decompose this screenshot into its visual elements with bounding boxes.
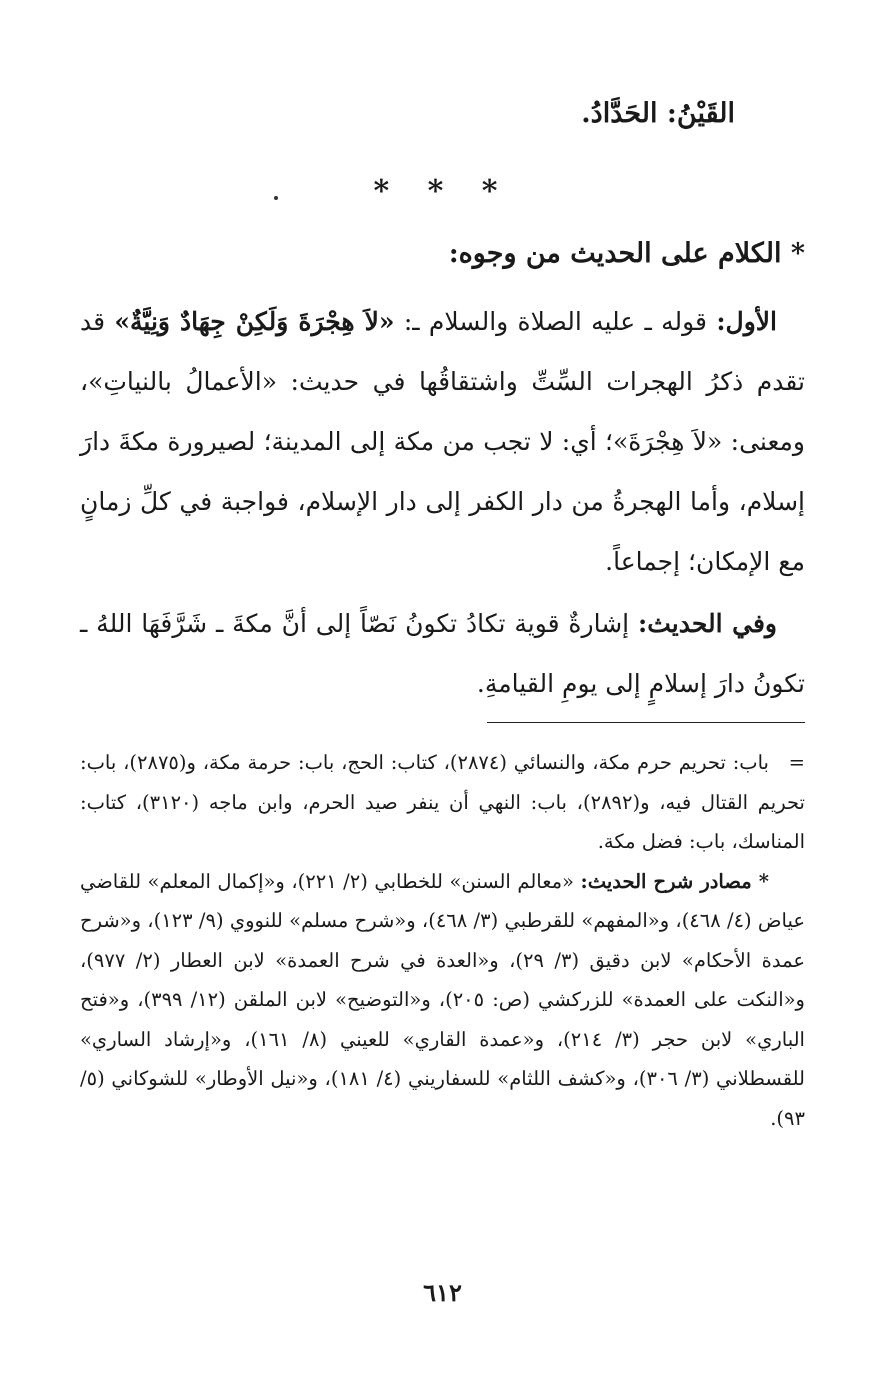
section-title: * الكلام على الحديث من وجوه: <box>448 238 805 269</box>
footnote-sources <box>80 862 805 1139</box>
page-number: ٦١٢ <box>423 1278 462 1307</box>
hadith-quote: «لاَ هِجْرَةَ وَلَكِنْ جِهَادٌ وَنِيَّةٌ» <box>114 307 395 336</box>
definition-line: القَيْنُ: الحَدَّادُ. <box>581 98 735 129</box>
paragraph-text: قد تقدم ذكرُ الهجرات السِّتِّ واشتقاقُها في حديث: «الأعمالُ بالنياتِ»، ومعنى: «لاَ هِجْرَةَ»؛ أي: لا تجب من مكة إلى المدينة؛ لصيرورة مكةَ دارَ إسلام، وأما الهجرةُ من دار الكفر إلى دار الإسلام، فواجبة في كلِّ زمانٍ مع الإمكان؛ إجماعاً. <box>80 307 805 576</box>
footnotes <box>80 743 805 1138</box>
paragraph-text: قوله ـ عليه الصلاة والسلام ـ: <box>394 307 717 336</box>
paragraph-second <box>80 594 805 714</box>
section-separator: * * * <box>373 174 512 209</box>
paragraph-first <box>80 292 805 592</box>
main-text <box>80 292 805 714</box>
sources-lead: * مصادر شرح الحديث: <box>580 869 769 893</box>
paragraph-lead: وفي الحديث: <box>637 609 777 638</box>
continuation-mark: = <box>788 751 805 774</box>
footnote-text: باب: تحريم حرم مكة، والنسائي (٢٨٧٤)، كتاب: الحج، باب: حرمة مكة، و(٢٨٧٥)، باب: تحريم القتال فيه، و(٢٨٩٢)، باب: النهي أن ينفر صيد الحرم، وابن ماجه (٣١٢٠)، كتاب: المناسك، باب: فضل مكة. <box>80 751 805 853</box>
sources-text: «معالم السنن» للخطابي (٢/ ٢٢١)، و«إكمال المعلم» للقاضي عياض (٤/ ٤٦٨)، و«المفهم» للقرطبي (٣/ ٤٦٨)، و«شرح مسلم» للنووي (٩/ ١٢٣)، و«شرح عمدة الأحكام» لابن دقيق (٣/ ٢٩)، و«العدة في شرح العمدة» لابن العطار (٢/ ٩٧٧)، و«النكت على العمدة» للزركشي (ص: ٢٠٥)، و«التوضيح» لابن الملقن (١٢/ ٣٩٩)، و«فتح الباري» لابن حجر (٣/ ٢١٤)، و«عمدة القاري» للعيني (٨/ ١٦١)، و«إرشاد الساري» للقسطلاني (٣/ ٣٠٦)، و«كشف اللثام» للسفاريني (٤/ ١٨١)، و«نيل الأوطار» للشوكاني (٥/ ٩٣). <box>80 869 805 1130</box>
paragraph-text: إشارةٌ قوية تكادُ تكونُ نَصّاً إلى أنَّ مكةَ ـ شَرَّفَهَا اللهُ ـ تكونُ دارَ إسلامٍ إلى يومِ القيامةِ. <box>80 609 805 698</box>
ink-speck <box>274 196 278 200</box>
footnote-continuation <box>80 743 805 862</box>
paragraph-lead: الأول: <box>716 307 777 336</box>
footnote-divider <box>487 722 805 723</box>
